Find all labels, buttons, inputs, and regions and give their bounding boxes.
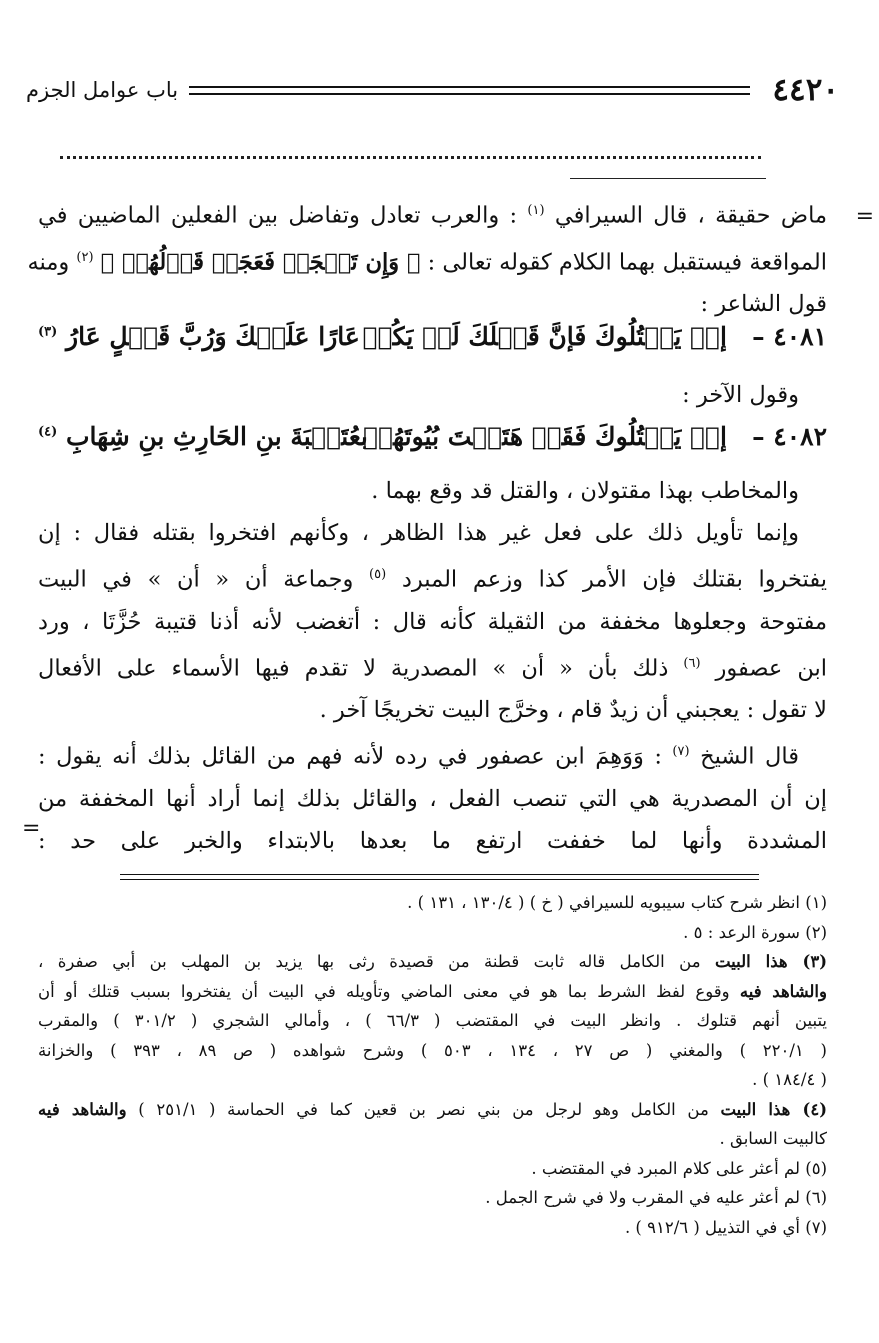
main-text [27,190,827,325]
top-rule [570,178,766,179]
footnote-3-line: والشاهد فيه وقوع لفظ الشرط بما هو في معنى الماضي وتأويله في البيت أن يفتخروا بسبب قتلك أو أن [38,981,827,1001]
footnote-4-line: كالبيت السابق . [719,1129,827,1148]
text-line: وقول الآخر : [682,382,799,408]
verse-4082 [38,422,827,466]
footnote-1: (١) انظر شرح كتاب سيبويه للسيرافي ( خ ) ( ١٣٠/٤ ، ١٣١ ) . [407,893,827,912]
main-text-2 [38,374,827,416]
text-line: ابن عصفور $^{(٦)}$ ذلك بأن « أن » المصدرية لا تقدم فيها الأسماء على الأفعال [38,655,828,681]
text-line: والمخاطب بهذا مقتولان ، والقتل قد وقع بهما . [371,478,799,504]
footnote-ref: (٧) [672,744,690,759]
verse-number: ٤٠٨١ – [752,322,827,351]
footnote-rule [120,874,759,880]
footnote-ref: (٢) [76,249,94,265]
footnote-3-line: ( ١٨٤/٤ ) . [752,1070,827,1089]
footnote-2: (٢) سورة الرعد : ٥ . [683,922,827,942]
chapter-title: باب عوامل الجزم [26,78,179,102]
footnote-ref: (٤) [38,424,58,440]
verse-4081 [38,322,827,366]
verse-first-hemistich: إنۡ يَقۡتُلُوكَ فَإنَّ قَتۡلَكَ لَمۡ يَكُنۡ [362,322,727,351]
text-line: قول الشاعر : [700,291,827,317]
verse-second-hemistich: عَارًا عَلَيۡكَ وَرُبَّ قَتۡلٍ عَارُ $^{(٣)}$ [38,322,360,351]
text-line: المشددة وأنها لما خففت ارتفع ما بعدها بالابتداء والخبر على حد : [38,827,827,854]
footnote-ref: (٦) [683,655,701,671]
text-line: المواقعة فيستقبل بهما الكلام كقوله تعالى : ﴿ وَإِن تَعۡجَبۡ فَعَجَبٞ قَوۡلُهُمۡ ﴾ $^{(٢)}$ ومنه [27,249,827,275]
text-line: إن أن المصدرية هي التي تنصب الفعل ، والقائل بذلك إنما أراد أنها المخففة من [38,785,827,812]
footnotes [38,888,827,1242]
text-line: قال الشيخ $^{(٧)}$ : وَوَهِمَ ابن عصفور في رده لأنه فهم من القائل بذلك أنه يقول : [38,743,800,770]
continuation-mark-start: = [855,204,874,229]
text-line: وإنما تأويل ذلك على فعل غير هذا الظاهر ، وكأنهم افتخروا بقتله فقال : إن [38,520,799,546]
footnote-ref: (٥) [369,567,387,582]
footnote-3-line: ( ٢٢٠/١ ) والمغني ( ص ٢٧ ، ١٣٤ ، ٥٠٣ ) وشرح شواهده ( ص ٨٩ ، ٣٩٣ ) والخزانة [38,1040,827,1060]
footnote-6: (٦) لم أعثر عليه في المقرب ولا في شرح الجمل . [485,1188,827,1207]
verse-second-hemistich: بعُتَيۡبَةَ بنِ الحَارِثِ بنِ شِهَابِ $^{(٤)}$ [38,422,368,451]
quran-quote: ﴿ وَإِن تَعۡجَبۡ فَعَجَبٞ قَوۡلُهُمۡ ﴾ [100,249,421,275]
text-line: لا تقول : يعجبني أن زيدٌ قام ، وخرَّج البيت تخريجًا آخر . [319,697,827,723]
text-line: مفتوحة وجعلوها مخففة من الثقيلة كأنه قال : أتغضب لأنه أذنا قتيبة حُزَّتَا ، ورد [38,608,827,635]
page-number: ٤٤٢٠ [772,72,839,108]
dotted-separator [60,144,761,159]
verse-number: ٤٠٨٢ – [752,422,827,451]
footnote-4-line: (٤) هذا البيت من الكامل وهو لرجل من بني نصر بن قعين كما في الحماسة ( ٢٥١/١ ) والشاهد فيه [38,1099,828,1119]
footnote-7: (٧) أي في التذييل ( ٩١٢/٦ ) . [624,1217,827,1237]
verse-first-hemistich: إنۡ يَقۡتُلُوكَ فَقَدۡ هَتَكۡتَ بُيُوتَهُمۡ [363,422,727,451]
text-line: يفتخروا بقتلك فإن الأمر كذا وزعم المبرد $^{(٥)}$ وجماعة أن « أن » في البيت [38,566,827,593]
continuation-mark-end: = [22,816,41,841]
footnote-3-line: يتبين أنهم قتلوك . وانظر البيت في المقتضب ( ٦٦/٣ ) ، وأمالي الشجري ( ٣٠١/٢ ) والمقرب [38,1011,828,1030]
text-line: ماض حقيقة ، قال السيرافي $^{(١)}$ : والعرب تعادل وتفاضل بين الفعلين الماضيين في [38,202,827,229]
main-text-3 [38,470,827,862]
header-double-rule [189,86,750,95]
footnote-5: (٥) لم أعثر على كلام المبرد في المقتضب . [531,1158,827,1178]
footnote-ref: (١) [527,203,545,218]
footnote-3-line: (٣) هذا البيت من الكامل قاله ثابت قطنة من قصيدة رثى بها يزيد بن المهلب بن أبي صفرة ، [38,952,828,971]
footnote-ref: (٣) [38,324,58,340]
page-header [24,70,855,110]
